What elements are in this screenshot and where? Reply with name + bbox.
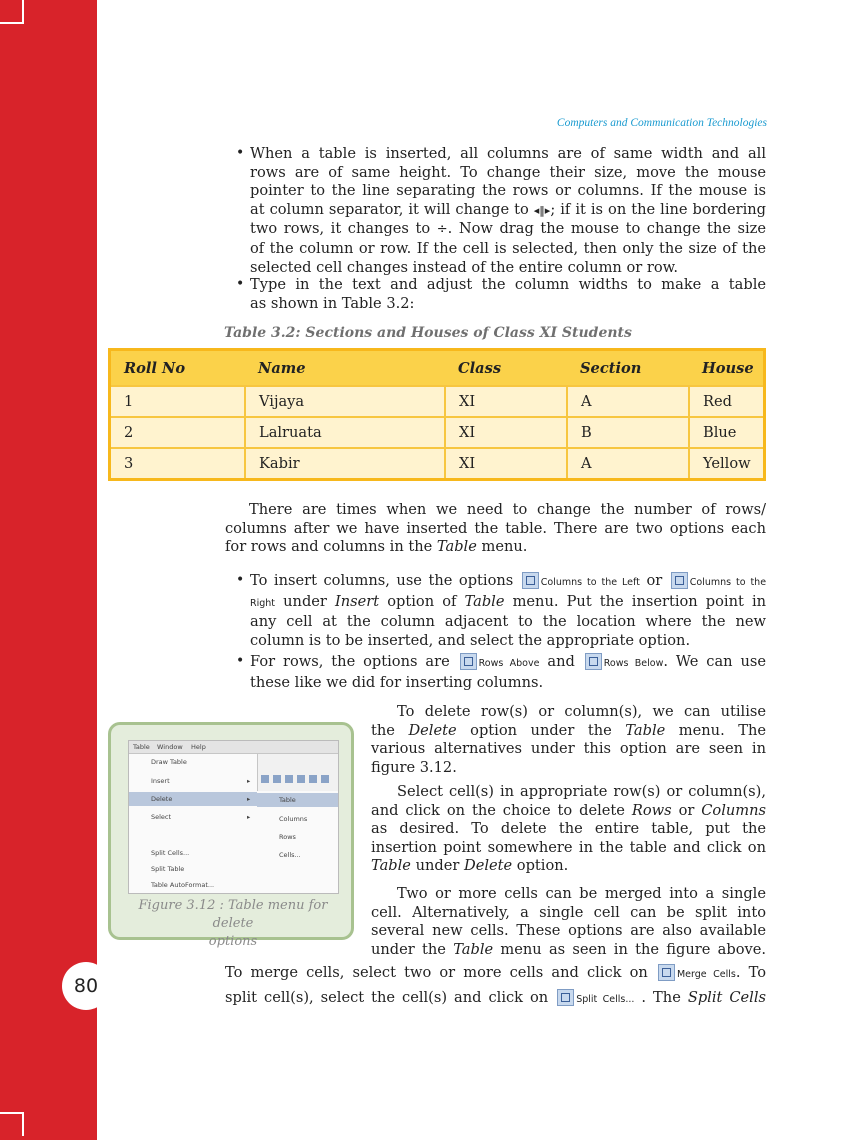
table-highlight (257, 793, 338, 807)
columns-left-icon (522, 572, 539, 589)
text-line: Two or more cells can be merged into a single (397, 885, 766, 902)
submenu-item: Table (279, 796, 296, 804)
bullet-dot: • (236, 145, 245, 161)
text-line: under the Table menu as seen in the figure above. (371, 940, 766, 958)
delete-highlight (129, 792, 257, 806)
text-line: as shown in Table 3.2: (250, 294, 415, 312)
text-line: of the column or row. If the cell is selected, then only the size of the (250, 239, 766, 257)
submenu-item: Columns (279, 815, 308, 823)
submenu-arrow-icon: ▸ (247, 777, 251, 785)
column-resize-cursor-icon: ◂‖▸ (533, 203, 551, 217)
menu-item: Delete (151, 795, 173, 803)
rows-below-icon (585, 653, 602, 670)
menu-item: Split Table (151, 865, 185, 873)
delete-paragraph (371, 703, 766, 777)
table-cell: XI (445, 417, 567, 448)
table-cell: Lalruata (245, 417, 445, 448)
bullet-type-text (250, 276, 766, 313)
menu-help: Help (191, 743, 206, 751)
sections-houses-table (108, 348, 766, 481)
table-cell: XI (445, 448, 567, 480)
text-line: various alternatives under this option are seen in (371, 740, 766, 758)
menu-item: Select (151, 813, 172, 821)
menu-item: Table AutoFormat... (151, 881, 215, 889)
row-resize-cursor-icon: ÷ (436, 222, 448, 238)
text-line: For rows, the options are Rows Above and Rows Below. We can use (250, 653, 766, 670)
text-line: rows are of same height. To change their size, move the mouse (250, 163, 766, 181)
table-cell: Yellow (689, 448, 765, 480)
table-cell: Red (689, 386, 765, 417)
text-line: columns after we have inserted the table. There are two options each (225, 519, 766, 537)
bullet-dot: • (236, 653, 245, 669)
page-number: 80 (62, 962, 110, 1010)
text-line: column is to be inserted, and select the appropriate option. (250, 631, 691, 649)
select-paragraph (371, 783, 766, 876)
text-line: selected cell changes instead of the entire column or row. (250, 258, 679, 276)
menu-table: Table (133, 743, 150, 751)
text-line: split cell(s), select the cell(s) and click on Split Cells... . The Split Cells (225, 989, 766, 1006)
rows-columns-paragraph (225, 501, 766, 557)
text-line: the Delete option under the Table menu. The (371, 721, 767, 739)
submenu-item: Cells... (279, 851, 301, 859)
crop-mark-top (0, 0, 24, 24)
merge-cells-icon (658, 964, 675, 981)
table-cell: 2 (110, 417, 246, 448)
bullet-dot: • (236, 276, 245, 292)
insert-rows-text (250, 653, 766, 692)
merge-split-text (225, 961, 766, 1011)
table-cell: B (567, 417, 689, 448)
table-cell: A (567, 448, 689, 480)
submenu-item: Rows (279, 833, 296, 841)
crop-mark-bottom (0, 1112, 24, 1136)
table-menu-screenshot (128, 740, 339, 894)
insert-columns-text (250, 572, 766, 650)
table-cell: 3 (110, 448, 246, 480)
column-header: House (689, 350, 765, 387)
table-cell: XI (445, 386, 567, 417)
column-header: Roll No (110, 350, 246, 387)
table-cell: 1 (110, 386, 246, 417)
column-header: Section (567, 350, 689, 387)
figure-3-12 (108, 722, 354, 949)
bullet-dot: • (236, 572, 245, 588)
table-cell: Kabir (245, 448, 445, 480)
text-line: To merge cells, select two or more cells and click on Merge Cells. To (225, 964, 767, 981)
column-header: Name (245, 350, 445, 387)
figure-caption: Figure 3.12 : Table menu for delete options (138, 898, 328, 949)
text-line: at column separator, it will change to ◂‖▸; if it is on the line bordering (250, 200, 766, 218)
text-line: these like we did for inserting columns. (250, 673, 544, 691)
menu-item: Insert (151, 777, 170, 785)
submenu-arrow-icon: ▸ (247, 795, 251, 803)
text-line: Type in the text and adjust the column widths to make a table (250, 276, 766, 293)
split-cells-icon (557, 989, 574, 1006)
text-line: pointer to the line separating the rows or columns. If the mouse is (250, 182, 766, 200)
text-line: insertion point somewhere in the table and click on (371, 838, 766, 856)
table-row (110, 448, 765, 480)
column-header: Class (445, 350, 567, 387)
table-caption: Table 3.2: Sections and Houses of Class XI Students (224, 325, 632, 341)
running-header: Computers and Communication Technologies (556, 117, 767, 129)
text-line: When a table is inserted, all columns are of same width and all (250, 145, 766, 162)
toolbar-icons (261, 775, 333, 783)
menu-item: Split Cells... (151, 849, 190, 857)
table-cell: Vijaya (245, 386, 445, 417)
menu-window: Window (157, 743, 183, 751)
table-row (110, 417, 765, 448)
merge-paragraph (371, 885, 766, 959)
table-cell: A (567, 386, 689, 417)
columns-right-icon (671, 572, 688, 589)
text-line: Select cell(s) in appropriate row(s) or column(s), (397, 783, 766, 800)
text-line: Table under Delete option. (371, 857, 569, 875)
table-header-row (110, 350, 765, 387)
text-line: any cell at the column adjacent to the location where the new (250, 613, 766, 631)
text-line: and click on the choice to delete Rows or Columns (371, 801, 767, 819)
menu-item: Draw Table (151, 758, 187, 766)
text-line: for rows and columns in the Table menu. (225, 538, 528, 556)
text-line: Right under Insert option of Table menu. Put the insertion point in (250, 592, 767, 610)
rows-above-icon (460, 653, 477, 670)
submenu-arrow-icon: ▸ (247, 813, 251, 821)
text-line: figure 3.12. (371, 758, 457, 776)
text-line: cell. Alternatively, a single cell can be split into (371, 903, 766, 921)
text-line: as desired. To delete the entire table, put the (371, 820, 766, 838)
table-cell: Blue (689, 417, 765, 448)
text-line: several new cells. These options are also available (371, 922, 766, 940)
table-row (110, 386, 765, 417)
text-line: To delete row(s) or column(s), we can utilise (397, 703, 766, 720)
table-dropdown-menu (129, 754, 258, 893)
bullet-resize-text (250, 145, 766, 277)
text-line: To insert columns, use the options Columns to the Left or Columns to the (250, 572, 767, 589)
text-line: two rows, it changes to ÷. Now drag the mouse to change the size (250, 220, 766, 238)
text-line: There are times when we need to change the number of rows/ (249, 501, 766, 518)
